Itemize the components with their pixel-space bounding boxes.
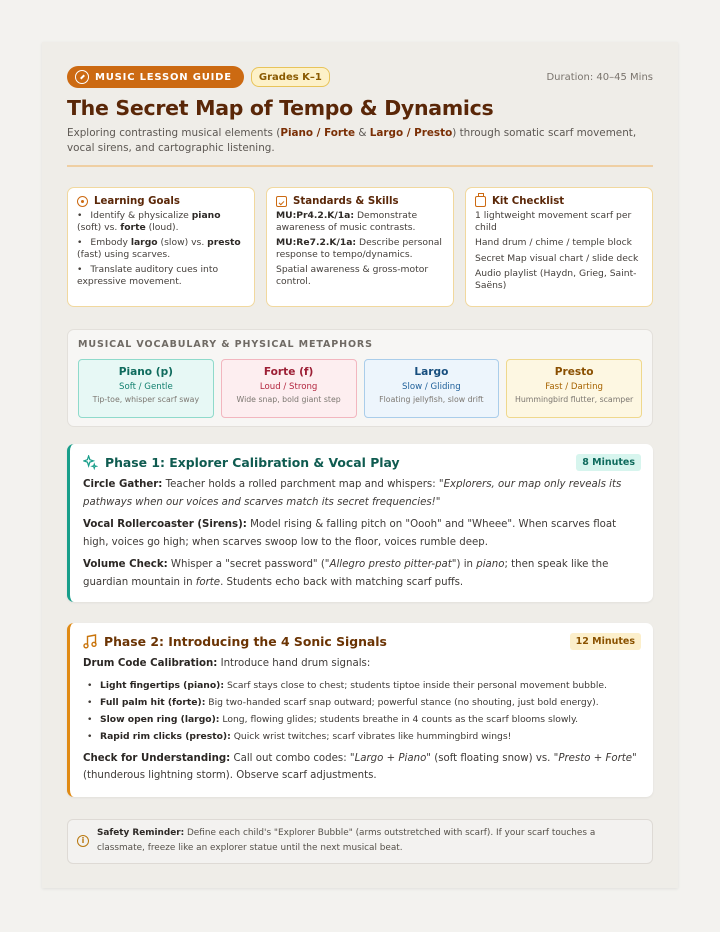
list-item: • Embody largo (slow) vs. presto (fast) using scarves. (77, 237, 245, 260)
divider (67, 165, 653, 167)
duration-text: Duration: 40–45 Mins (546, 71, 653, 83)
info-cards (67, 187, 653, 307)
card-title: Kit Checklist (492, 196, 565, 207)
list-item: • Identify & physicalize piano (soft) vs. forte (loud). (77, 210, 245, 233)
learning-goals-card (67, 187, 255, 307)
paragraph: Drum Code Calibration: Introduce hand drum signals: (83, 658, 371, 669)
lesson-sheet (42, 42, 678, 888)
header-row (67, 66, 653, 88)
paragraph: Volume Check: Whisper a "secret password" ("Allegro presto pitter-pat") in piano; then speak like the guardian mountain in forte. Students echo back with matching scarf puffs. (83, 559, 609, 588)
term-largo: Largo Slow / Gliding Floating jellyfish, slow drift (364, 359, 500, 418)
term-presto: Presto Fast / Darting Hummingbird flutter, scamper (506, 359, 642, 418)
sparkle-icon (83, 455, 98, 470)
checklist-doc-icon (276, 196, 287, 207)
phase-2-card (67, 623, 653, 797)
list-item: Hand drum / chime / temple block (475, 237, 632, 248)
paragraph: Vocal Rollercoaster (Sirens): Model rising & falling pitch on "Oooh" and "Wheee". When scarves float high, voices go high; when scarves swoop low to the floor, voices rumble deep. (83, 519, 617, 548)
list-item: • Slow open ring (largo): Long, flowing glides; students breathe in 4 counts as the scarf blooms slowly. (83, 711, 641, 728)
list-item: • Full palm hit (forte): Big two-handed scarf snap outward; powerful stance (no shouting, just bold energy). (83, 694, 641, 711)
guide-label: MUSIC LESSON GUIDE (95, 71, 232, 83)
page-title: The Secret Map of Tempo & Dynamics (67, 96, 494, 120)
phase-title: Phase 2: Introducing the 4 Sonic Signals (104, 634, 387, 649)
vocabulary-title: MUSICAL VOCABULARY & PHYSICAL METAPHORS (78, 339, 373, 350)
list-item: • Light fingertips (piano): Scarf stays close to chest; students tiptoe inside their personal movement bubble. (83, 677, 641, 694)
kit-checklist-card (465, 187, 653, 307)
target-icon (77, 196, 88, 207)
list-item: • Translate auditory cues into expressive movement. (77, 264, 245, 287)
list-item: MU:Re7.2.K/1a: Describe personal response to tempo/dynamics. (276, 237, 442, 260)
list-item: MU:Pr4.2.K/1a: Demonstrate awareness of music contrasts. (276, 210, 418, 233)
list-item: Secret Map visual chart / slide deck (475, 252, 639, 264)
briefcase-icon (475, 196, 486, 207)
list-item: 1 lightweight movement scarf per child (475, 210, 632, 233)
term-forte: Forte (f) Loud / Strong Wide snap, bold giant step (221, 359, 357, 418)
grades-badge: Grades K–1 (251, 67, 330, 87)
vocabulary-panel (67, 329, 653, 427)
music-note-icon (83, 634, 97, 649)
paragraph: Circle Gather: Teacher holds a rolled parchment map and whispers: "Explorers, our map only reveals its pathways when our voices and scarves match its secret frequencies!" (83, 479, 622, 508)
safety-reminder: i Safety Reminder: Define each child's "Explorer Bubble" (arms outstretched with scarf). If your scarf touches a classmate, freeze like an explorer statue until the next musical beat. (67, 819, 653, 864)
guide-badge (67, 66, 244, 88)
paragraph: Check for Understanding: Call out combo codes: "Largo + Piano" (soft floating snow) vs. "Presto + Forte" (thunderous lightning storm). Observe scarf adjustments. (83, 752, 637, 782)
intro-text: Exploring contrasting musical elements (Piano / Forte & Largo / Presto) through somatic scarf movement, vocal sirens, and cartographic listening. (67, 127, 637, 154)
card-title: Learning Goals (94, 196, 180, 207)
phase-1-card (67, 444, 653, 602)
compass-icon (75, 70, 89, 84)
list-item: Audio playlist (Haydn, Grieg, Saint-Saëns) (475, 268, 637, 291)
list-item: Spatial awareness & gross-motor control. (276, 264, 429, 287)
phase-title: Phase 1: Explorer Calibration & Vocal Play (105, 455, 400, 470)
card-title: Standards & Skills (293, 196, 399, 207)
list-item: • Rapid rim clicks (presto): Quick wrist twitches; scarf vibrates like hummingbird wings! (83, 728, 641, 745)
standards-card (266, 187, 454, 307)
duration-badge: 8 Minutes (576, 454, 641, 471)
info-icon: i (77, 835, 89, 847)
signal-list (83, 677, 641, 746)
duration-badge: 12 Minutes (570, 633, 641, 650)
term-piano: Piano (p) Soft / Gentle Tip-toe, whisper scarf sway (78, 359, 214, 418)
